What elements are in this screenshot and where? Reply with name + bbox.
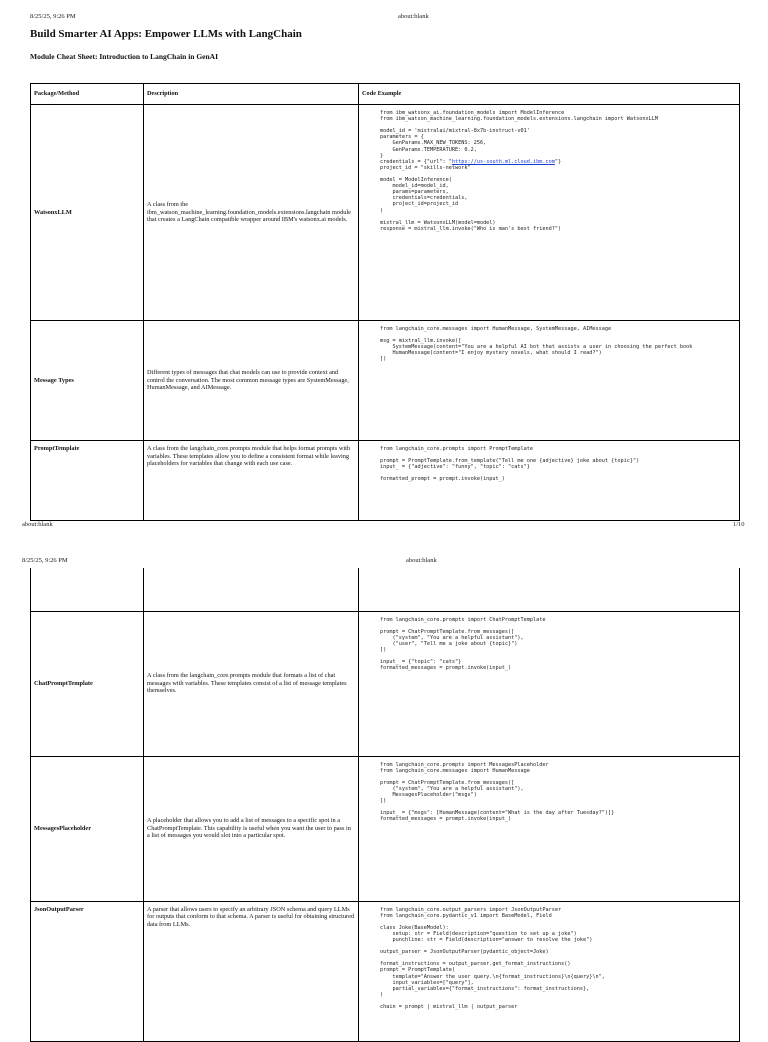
- package-name: WatsonxLLM: [31, 105, 144, 321]
- page-title: Build Smarter AI Apps: Empower LLMs with LangChain: [30, 28, 302, 40]
- column-header-code: Code Example: [359, 84, 740, 105]
- code-example: [359, 441, 740, 521]
- credentials-url-link[interactable]: https://us-south.ml.cloud.ibm.com: [451, 158, 555, 165]
- package-description: A class from the langchain_core.prompts module that helps format prompts with variables. These templates allow you to define a consistent format while leaving placeholders for variables that change with each use case.: [144, 441, 359, 521]
- cheat-sheet-table-page2: [30, 568, 740, 1042]
- table-header-row: [31, 84, 740, 105]
- code-example: [359, 611, 740, 756]
- package-description: A parser that allows users to specify an arbitrary JSON schema and query LLMs for outputs that conform to that schema. A parser is useful for obtaining structured data from LLMs.: [144, 901, 359, 1041]
- package-name: PromptTemplate: [31, 441, 144, 521]
- package-name: Message Types: [31, 321, 144, 441]
- print-url: about:blank: [406, 557, 437, 564]
- table-row: [31, 611, 740, 756]
- code-text: from langchain_core.messages import HumanMessage, SystemMessage, AIMessage msg = mixtral_llm.invoke([ SystemMessage(content="You are a helpful AI bot that assists a user in choosing the perfect book HumanMessage(content="I enjoy mystery novels, what should I read?") ]): [380, 326, 693, 363]
- table-row: [31, 901, 740, 1041]
- package-description: A class from the ibm_watson_machine_learning.foundation_models.extensions.langchain module that creates a LangChain compatible wrapper around IBM's watsonx.ai models.: [144, 105, 359, 321]
- table-row: [31, 441, 740, 521]
- print-datetime: 8/25/25, 9:26 PM: [22, 557, 68, 564]
- cheat-sheet-table-page1: [30, 83, 740, 521]
- print-datetime: 8/25/25, 9:26 PM: [30, 13, 76, 20]
- package-name: ChatPromptTemplate: [31, 611, 144, 756]
- page-subtitle: Module Cheat Sheet: Introduction to LangChain in GenAI: [30, 52, 219, 61]
- code-text: from langchain_core.prompts import ChatPromptTemplate prompt = ChatPromptTemplate.from_messages([ ("system", "You are a helpful assistant"), ("user", "Tell me a joke about {topic}") ]) input_ = {"topic": "cats"} formatted_messages = prompt.invoke(input_): [380, 616, 546, 672]
- page-break: [0, 529, 768, 555]
- code-text: "} project_id = "skills-network" model = ModelInference( model_id=model_id, params=parameters, credentials=credentials, project_id=project_id ) mixtral_llm = WatsonxLLM(model=model) response = mixtral_llm.invoke("Who is man's best friend?"): [380, 158, 562, 232]
- code-text: from langchain_core.prompts import PromptTemplate prompt = PromptTemplate.from_template("Tell me one {adjective} joke about {topic}") input_ = {"adjective": "funny", "topic": "cats"} formatted_prompt = prompt.invoke(input_): [380, 446, 640, 483]
- page-number: 1/10: [733, 521, 745, 528]
- table-row: [31, 105, 740, 321]
- code-example: [359, 901, 740, 1041]
- table-row: [31, 756, 740, 901]
- package-description: A class from the langchain_core.prompts module that formats a list of chat messages with variables. These templates consist of a list of message templates themselves.: [144, 611, 359, 756]
- code-text: from langchain_core.output_parsers import JsonOutputParser from langchain_core.pydantic_v1 import BaseModel, Field class Joke(BaseModel): setup: str = Field(description="question to set up a joke") punchline: str = Field(description="answer to resolve the joke") output_parser = JsonOutputParser(pydantic_object=Joke) format_instructions = output_parser.get_format_instructions() prompt = PromptTemplate( template="Answer the user query.\n{format_instructions}\n{query}\n", input_variables=["query"], partial_variables={"format_instructions": format_instructions}, ) chain = prompt | mixtral_llm | output_parser: [380, 906, 605, 1010]
- package-description: A placeholder that allows you to add a list of messages to a specific spot in a ChatPromptTemplate. This capability is useful when you want the user to pass in a list of messages you would slot into a particular spot.: [144, 756, 359, 901]
- table-row: [31, 321, 740, 441]
- package-name: MessagesPlaceholder: [31, 756, 144, 901]
- code-example: [359, 321, 740, 441]
- package-description: Different types of messages that chat models can use to provide context and control the conversation. The most common message types are SystemMessage, HumanMessage, and AIMessage.: [144, 321, 359, 441]
- footer-url: about:blank: [22, 521, 53, 528]
- column-header-package: Package/Method: [31, 84, 144, 105]
- code-text: from langchain_core.prompts import MessagesPlaceholder from langchain_core.messages import HumanMessage prompt = ChatPromptTemplate.from_messages([ ("system", "You are a helpful assistant"), MessagesPlaceholder("msgs") ]) input_ = {"msgs": [HumanMessage(content="What is the day after Tuesday?")]} formatted_messages = prompt.invoke(input_): [380, 761, 615, 823]
- code-text: from ibm_watsonx_ai.foundation_models import ModelInference from ibm_watson_machine_learning.foundation_models.extensions.langchain import WatsonxLLM model_id = 'mistralai/mixtral-8x7b-instruct-v01' parameters = { GenParams.MAX_NEW_TOKENS: 256, GenParams.TEMPERATURE: 0.2, } credentials = {"url": ": [380, 110, 658, 165]
- code-example: [359, 105, 740, 321]
- column-header-description: Description: [144, 84, 359, 105]
- print-url: about:blank: [398, 13, 429, 20]
- code-example: [359, 756, 740, 901]
- package-name: JsonOutputParser: [31, 901, 144, 1041]
- table-row-continued: [31, 568, 740, 611]
